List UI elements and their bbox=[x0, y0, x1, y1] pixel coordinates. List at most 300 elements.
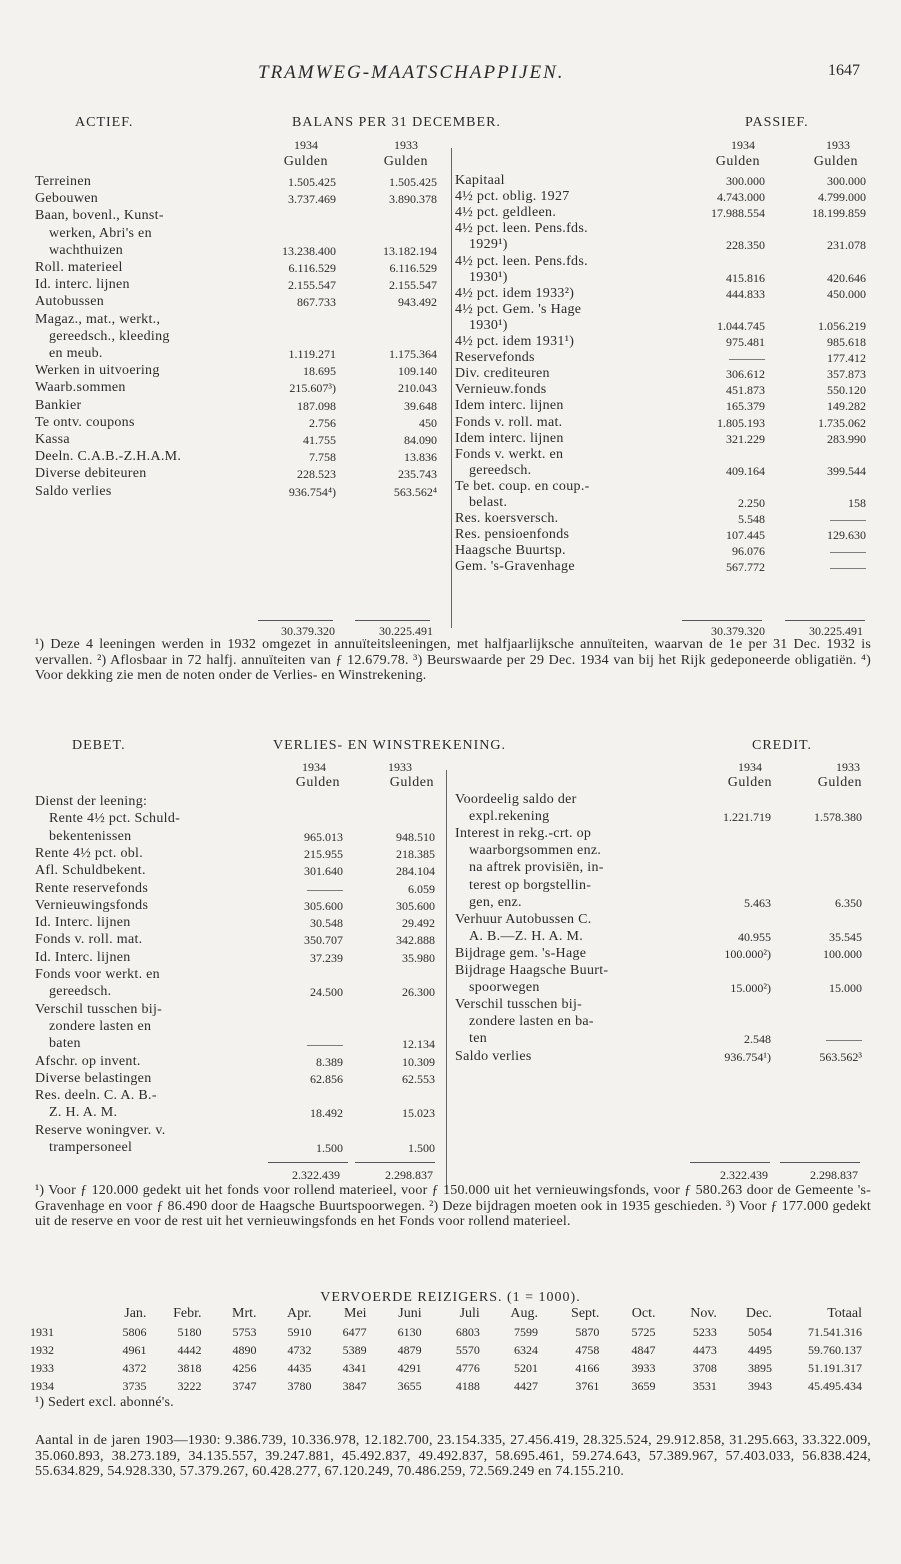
entry-label: Bijdrage gem. 's-Hage bbox=[455, 945, 587, 961]
entry-label: Vernieuw.fonds bbox=[455, 382, 547, 398]
entry-label: Rente reservefonds bbox=[35, 880, 149, 896]
table-row bbox=[30, 1341, 862, 1359]
entry-amount-1934: 2.548 bbox=[744, 1032, 771, 1047]
entry-amount-1934: 350.707 bbox=[304, 933, 343, 948]
entry-amount-1934: 409.164 bbox=[726, 463, 765, 478]
entry-label: Voordeelig saldo der bbox=[455, 792, 577, 807]
table-cell: 3943 bbox=[747, 1378, 772, 1393]
column-header: Apr. bbox=[287, 1306, 312, 1321]
entry-amount-1934: 37.239 bbox=[310, 950, 343, 965]
entry-label: Saldo verlies bbox=[35, 483, 112, 499]
entry-amount-1933: 420.646 bbox=[827, 270, 866, 285]
entry-amount-1933: 10.309 bbox=[402, 1054, 435, 1069]
entry-amount-1934: 936.754¹) bbox=[724, 1049, 771, 1064]
entry-amount-1934: 5.463 bbox=[744, 895, 771, 910]
total-rule bbox=[785, 620, 865, 621]
table-cell: 71.541.316 bbox=[808, 1324, 862, 1339]
entry-label: Vernieuwingsfonds bbox=[35, 897, 149, 913]
credit-total-1934: 2.322.439 bbox=[720, 1168, 768, 1182]
entry-amount-1933: 283.990 bbox=[827, 431, 866, 446]
year-head: 1933 bbox=[836, 760, 860, 774]
table-cell: 3780 bbox=[287, 1378, 312, 1393]
entry-label: Kapitaal bbox=[455, 173, 505, 188]
entry-amount-1934: 321.229 bbox=[726, 431, 765, 446]
table-cell: 4890 bbox=[232, 1342, 257, 1357]
table-cell: 4256 bbox=[232, 1360, 257, 1375]
entry-label: Terreinen bbox=[35, 174, 92, 189]
table-cell: 1933 bbox=[30, 1360, 54, 1375]
table-cell: 4847 bbox=[631, 1342, 656, 1357]
table-cell: 4341 bbox=[342, 1360, 367, 1375]
entry-amount-1934: 228.350 bbox=[726, 238, 765, 253]
entry-amount-1934: 30.548 bbox=[310, 916, 343, 931]
entry-amount-1934: 1.805.193 bbox=[717, 415, 765, 430]
year-head: 1934 bbox=[302, 760, 326, 774]
entry-label: Haagsche Buurtsp. bbox=[455, 543, 566, 559]
entry-amount-1933: 4.799.000 bbox=[818, 190, 866, 205]
column-divider bbox=[451, 148, 452, 628]
debet-total-1934: 2.322.439 bbox=[292, 1168, 340, 1182]
credit-total-1933: 2.298.837 bbox=[810, 1168, 858, 1182]
entry-label: zondere lasten en bbox=[49, 1018, 152, 1034]
entry-amount-1934: 18.695 bbox=[303, 364, 336, 379]
column-header: Jan. bbox=[124, 1306, 147, 1321]
table-cell: 1934 bbox=[30, 1378, 54, 1393]
unit-head: Gulden bbox=[295, 775, 340, 790]
entry-label: Dienst der leening: bbox=[35, 794, 148, 809]
balans-footnote: ¹) Deze 4 leeningen werden in 1932 omgezet in annuïteitsleeningen, met halfjaarlijksche annuïteiten, waarvan de 1e per 31 Dec. 1932 is vervallen. ²) Aflosbaar in 72 halfj. annuïteiten van ƒ 12.679.78. ³) Beurswaarde per 29 Dec. 1934 van bij het Rijk gedeponeerde obligatiën. ⁴) Voor dekking zie men de noten onder de Verlies- en Winstrekening. bbox=[35, 637, 871, 684]
entry-label: 1929¹) bbox=[469, 237, 508, 253]
table-cell: 5910 bbox=[287, 1324, 312, 1339]
entry-label: baten bbox=[49, 1036, 81, 1052]
entry-amount-1934: 5.548 bbox=[738, 512, 765, 527]
entry-amount-1933: 450 bbox=[419, 415, 437, 430]
entry-label: Reserve woningver. v. bbox=[35, 1122, 166, 1138]
balans-title: BALANS PER 31 DECEMBER. bbox=[292, 115, 501, 130]
entry-label: Magaz., mat., werkt., bbox=[35, 311, 161, 327]
table-cell: 5180 bbox=[177, 1324, 202, 1339]
table-cell: 3818 bbox=[177, 1360, 202, 1375]
entry-amount-1934: 3.737.469 bbox=[288, 192, 336, 207]
entry-label: Werken in uitvoering bbox=[35, 363, 160, 379]
entry-label: gen, enz. bbox=[469, 894, 522, 910]
entry-label: Roll. materieel bbox=[35, 260, 123, 275]
entry-label: terest op borgstellin- bbox=[469, 877, 592, 893]
column-header: Juni bbox=[398, 1306, 422, 1321]
table-cell: 1931 bbox=[30, 1324, 54, 1339]
table-cell: 4166 bbox=[575, 1360, 600, 1375]
column-divider bbox=[446, 770, 447, 1190]
entry-label: Bankier bbox=[35, 397, 82, 413]
column-header: Oct. bbox=[631, 1306, 656, 1321]
table-cell: 4442 bbox=[177, 1342, 202, 1357]
entry-amount-1934: 300.000 bbox=[726, 174, 765, 188]
entry-label: Te ontv. coupons bbox=[35, 414, 135, 430]
total-rule bbox=[355, 1162, 435, 1163]
entry-amount-1934: 305.600 bbox=[304, 898, 343, 913]
entry-amount-1933: 129.630 bbox=[827, 528, 866, 543]
entry-label: Res. pensioenfonds bbox=[455, 527, 570, 543]
entry-label: 4½ pct. Gem. 's Hage bbox=[455, 301, 582, 317]
table-cell: 3655 bbox=[397, 1378, 422, 1393]
column-header bbox=[30, 1305, 88, 1323]
entry-label: Id. Interc. lijnen bbox=[35, 915, 131, 931]
entry-amount-1933: 13.182.194 bbox=[383, 243, 437, 258]
actief-total-1933: 30.225.491 bbox=[379, 624, 433, 638]
entry-amount-1933: 563.562³ bbox=[819, 1049, 862, 1064]
table-cell: 5725 bbox=[631, 1324, 656, 1339]
passief-total-1933: 30.225.491 bbox=[809, 624, 863, 638]
entry-label: Afschr. op invent. bbox=[35, 1053, 141, 1069]
entry-label: Verhuur Autobussen C. bbox=[455, 911, 592, 927]
table-cell: 4961 bbox=[122, 1342, 147, 1357]
entry-label: bekentenissen bbox=[49, 828, 132, 844]
table-cell: 3847 bbox=[342, 1378, 367, 1393]
entry-amount-1934: 2.756 bbox=[309, 415, 336, 430]
entry-label: Id. interc. lijnen bbox=[35, 277, 130, 293]
table-cell: 5870 bbox=[575, 1324, 600, 1339]
entry-amount-1933: 39.648 bbox=[404, 398, 437, 413]
entry-amount-1933: 35.980 bbox=[402, 950, 435, 965]
entry-amount-1933: 6.350 bbox=[835, 895, 862, 910]
entry-amount-1933: 6.059 bbox=[408, 881, 435, 896]
table-cell: 4435 bbox=[287, 1360, 312, 1375]
year-head: 1933 bbox=[394, 138, 418, 152]
entry-label: Interest in rekg.-crt. op bbox=[455, 826, 592, 842]
entry-amount-1933: 35.545 bbox=[829, 929, 862, 944]
balans-header bbox=[0, 115, 901, 135]
table-row bbox=[30, 1359, 862, 1377]
entry-label: Autobussen bbox=[35, 294, 105, 310]
entry-amount-1933: 1.056.219 bbox=[818, 318, 866, 333]
entry-amount-1934: 1.500 bbox=[316, 1141, 343, 1155]
entry-label: 1930¹) bbox=[469, 317, 508, 333]
table-cell: 1932 bbox=[30, 1342, 54, 1357]
verlies-header bbox=[0, 738, 901, 758]
entry-amount-1933: 450.000 bbox=[827, 286, 866, 301]
unit-head: Gulden bbox=[283, 154, 328, 169]
entry-label: 4½ pct. idem 1933²) bbox=[455, 285, 575, 301]
entry-amount-1934: 24.500 bbox=[310, 985, 343, 1000]
table-cell: 3747 bbox=[232, 1378, 257, 1393]
column-header: Totaal bbox=[827, 1306, 862, 1321]
entry-amount-1933: ——— bbox=[830, 560, 866, 575]
table-cell: 4495 bbox=[747, 1342, 772, 1357]
entry-label: Fonds v. werkt. en bbox=[455, 446, 564, 462]
entry-amount-1933: 1.505.425 bbox=[389, 175, 437, 189]
column-header: Juli bbox=[459, 1306, 480, 1321]
entry-amount-1933: 300.000 bbox=[827, 174, 866, 188]
entry-amount-1934: 7.758 bbox=[309, 450, 336, 465]
entry-label: Fonds voor werkt. en bbox=[35, 967, 160, 982]
entry-amount-1933: 305.600 bbox=[396, 898, 435, 913]
entry-amount-1934: 2.155.547 bbox=[288, 278, 336, 293]
entry-label: na aftrek provisiën, in- bbox=[469, 860, 604, 876]
verlies-footnote: ¹) Voor ƒ 120.000 gedekt uit het fonds voor rollend materieel, voor ƒ 150.000 uit het vernieuwingsfonds, voor ƒ 580.263 door de Gemeente 's-Gravenhage en voor ƒ 86.490 door de Haagsche Buurtspoorwegen. ²) Deze bijdragen moeten ook in 1935 geschieden. ³) Voor ƒ 177.000 gedekt uit de reserve en voor de rest uit het vernieuwingsfonds en het Fonds voor rollend materieel. bbox=[35, 1183, 871, 1230]
table-row bbox=[30, 1323, 862, 1341]
entry-amount-1934: 228.523 bbox=[297, 467, 336, 482]
total-rule bbox=[268, 1162, 348, 1163]
entry-amount-1934: 187.098 bbox=[297, 398, 336, 413]
table-cell: 7599 bbox=[514, 1324, 539, 1339]
entry-label: ten bbox=[469, 1031, 488, 1047]
table-cell: 6477 bbox=[342, 1324, 367, 1339]
table-cell: 3659 bbox=[631, 1378, 656, 1393]
table-cell: 4473 bbox=[692, 1342, 717, 1357]
entry-amount-1934: 4.743.000 bbox=[717, 190, 765, 205]
unit-head: Gulden bbox=[817, 775, 862, 790]
table-cell: 3933 bbox=[631, 1360, 656, 1375]
entry-amount-1933: 399.544 bbox=[827, 463, 866, 478]
entry-amount-1933: 231.078 bbox=[827, 238, 866, 253]
entry-amount-1934: 13.238.400 bbox=[282, 243, 336, 258]
entry-label: Div. crediteuren bbox=[455, 366, 550, 382]
passief-total-1934: 30.379.320 bbox=[711, 624, 765, 638]
entry-amount-1934: 17.988.554 bbox=[711, 206, 765, 221]
entry-amount-1934: 41.755 bbox=[303, 433, 336, 447]
debet-total-1933: 2.298.837 bbox=[385, 1168, 433, 1182]
entry-amount-1934: 1.044.745 bbox=[717, 318, 765, 333]
entry-label: Saldo verlies bbox=[455, 1048, 532, 1064]
entry-amount-1933: 1.735.062 bbox=[818, 415, 866, 430]
table-cell: 3761 bbox=[575, 1378, 600, 1393]
table-cell: 3222 bbox=[177, 1378, 202, 1393]
table-cell: 6803 bbox=[455, 1324, 480, 1339]
entry-label: 4½ pct. oblig. 1927 bbox=[455, 189, 570, 205]
credit-label: CREDIT. bbox=[752, 738, 813, 753]
table-cell: 5201 bbox=[514, 1360, 539, 1375]
entry-label: gereedsch. bbox=[49, 984, 112, 1000]
page-number: 1647 bbox=[828, 62, 860, 79]
table-cell: 4758 bbox=[575, 1342, 600, 1357]
actief-label: ACTIEF. bbox=[75, 115, 134, 130]
entry-amount-1933: ——— bbox=[830, 512, 866, 527]
column-header: Febr. bbox=[173, 1306, 202, 1321]
entry-amount-1934: 1.505.425 bbox=[288, 175, 336, 189]
table-cell: 3895 bbox=[747, 1360, 772, 1375]
table-cell: 4776 bbox=[455, 1360, 480, 1375]
table-cell: 3735 bbox=[122, 1378, 147, 1393]
entry-label: Waarb.sommen bbox=[35, 380, 126, 396]
entry-amount-1933: 177.412 bbox=[827, 351, 866, 366]
entry-amount-1934: 215.955 bbox=[304, 846, 343, 861]
year-head: 1933 bbox=[826, 138, 850, 152]
entry-amount-1934: ——— bbox=[729, 351, 765, 366]
table-cell: 3708 bbox=[692, 1360, 717, 1375]
entry-amount-1933: 235.743 bbox=[398, 467, 437, 482]
entry-amount-1934: 96.076 bbox=[732, 544, 765, 559]
entry-amount-1934: 165.379 bbox=[726, 399, 765, 414]
entry-amount-1933: 3.890.378 bbox=[389, 192, 437, 207]
entry-label: expl.rekening bbox=[469, 809, 550, 825]
entry-amount-1934: 18.492 bbox=[310, 1106, 343, 1121]
entry-amount-1933: 563.562⁴ bbox=[393, 484, 437, 499]
table-cell: 51.191.317 bbox=[808, 1360, 862, 1375]
entry-amount-1933: 342.888 bbox=[396, 933, 435, 948]
entry-amount-1933: 1.500 bbox=[408, 1141, 435, 1155]
year-head: 1934 bbox=[738, 760, 762, 774]
table-cell: 4879 bbox=[397, 1342, 422, 1357]
entry-amount-1933: 948.510 bbox=[396, 829, 435, 844]
entry-amount-1934: 1.119.271 bbox=[288, 347, 336, 361]
entry-label: spoorwegen bbox=[469, 980, 540, 996]
entry-label: Res. koersversch. bbox=[455, 511, 559, 527]
entry-amount-1933: 109.140 bbox=[398, 364, 437, 379]
entry-amount-1933: 2.155.547 bbox=[389, 278, 437, 293]
column-header: Dec. bbox=[745, 1306, 772, 1321]
table-cell: 5389 bbox=[342, 1342, 367, 1357]
year-head: 1934 bbox=[731, 138, 755, 152]
entry-amount-1933: 550.120 bbox=[827, 383, 866, 398]
total-rule bbox=[682, 620, 762, 621]
entry-label: Verschil tusschen bij- bbox=[35, 1001, 163, 1017]
entry-label: wachthuizen bbox=[49, 242, 124, 258]
entry-amount-1933: 943.492 bbox=[398, 295, 437, 310]
entry-label: Kassa bbox=[35, 432, 70, 447]
column-header: Aug. bbox=[510, 1306, 539, 1321]
entry-label: gereedsch., kleeding bbox=[49, 328, 170, 344]
entry-amount-1934: 451.873 bbox=[726, 383, 765, 398]
table-cell: 6324 bbox=[514, 1342, 539, 1357]
entry-label: 4½ pct. idem 1931¹) bbox=[455, 334, 575, 349]
unit-head: Gulden bbox=[389, 775, 434, 790]
entry-amount-1934: 867.733 bbox=[297, 295, 336, 310]
entry-amount-1934: 444.833 bbox=[726, 286, 765, 301]
column-header: Nov. bbox=[690, 1306, 717, 1321]
table-cell: 6130 bbox=[397, 1324, 422, 1339]
entry-label: Id. Interc. lijnen bbox=[35, 949, 131, 965]
entry-label: zondere lasten en ba- bbox=[469, 1014, 594, 1030]
entry-label: werken, Abri's en bbox=[49, 225, 152, 241]
entry-amount-1933: 15.000 bbox=[829, 981, 862, 996]
entry-amount-1933: 158 bbox=[848, 496, 866, 510]
entry-amount-1933: 1.175.364 bbox=[389, 347, 437, 361]
table-cell: 3531 bbox=[692, 1378, 717, 1393]
total-rule bbox=[780, 1162, 860, 1163]
entry-amount-1933: 210.043 bbox=[398, 381, 437, 396]
table-cell: 4291 bbox=[397, 1360, 422, 1375]
table-cell: 4427 bbox=[514, 1378, 539, 1393]
unit-head: Gulden bbox=[813, 154, 858, 169]
entry-amount-1933: 218.385 bbox=[396, 846, 435, 861]
entry-amount-1934: 965.013 bbox=[304, 829, 343, 844]
entry-amount-1934: 306.612 bbox=[726, 367, 765, 382]
table-cell: 5806 bbox=[122, 1324, 147, 1339]
entry-amount-1933: ——— bbox=[830, 544, 866, 559]
table-cell: 5233 bbox=[692, 1324, 717, 1339]
unit-head: Gulden bbox=[715, 154, 760, 169]
entry-label: Gem. 's-Gravenhage bbox=[455, 559, 575, 575]
entry-amount-1934: 100.000²) bbox=[724, 946, 771, 961]
table-cell: 59.760.137 bbox=[808, 1342, 862, 1357]
total-rule bbox=[355, 620, 430, 621]
table-header-row bbox=[30, 1305, 862, 1323]
entry-label: 4½ pct. leen. Pens.fds. bbox=[455, 221, 588, 237]
entry-amount-1934: ——— bbox=[307, 881, 343, 896]
entry-label: Res. deeln. C. A. B.- bbox=[35, 1088, 157, 1104]
entry-amount-1934: 8.389 bbox=[316, 1054, 343, 1069]
column-header: Sept. bbox=[571, 1306, 600, 1321]
entry-amount-1933: 357.873 bbox=[827, 367, 866, 382]
entry-amount-1933: 6.116.529 bbox=[389, 261, 437, 275]
entry-label: 1930¹) bbox=[469, 269, 508, 285]
table-cell: 4188 bbox=[455, 1378, 480, 1393]
entry-amount-1933: 985.618 bbox=[827, 335, 866, 349]
entry-label: Fonds v. roll. mat. bbox=[35, 932, 143, 948]
actief-total-1934: 30.379.320 bbox=[281, 624, 335, 638]
entry-amount-1933: 1.578.380 bbox=[814, 810, 862, 825]
entry-label: Deeln. C.A.B.-Z.H.A.M. bbox=[35, 449, 182, 465]
total-rule bbox=[690, 1162, 770, 1163]
table-cell: 4732 bbox=[287, 1342, 312, 1357]
entry-label: Idem interc. lijnen bbox=[455, 398, 564, 414]
entry-amount-1933: 13.836 bbox=[404, 450, 437, 465]
entry-amount-1933: ——— bbox=[826, 1032, 862, 1047]
reizigers-table bbox=[30, 1305, 862, 1395]
entry-amount-1934: 15.000²) bbox=[730, 981, 771, 996]
year-head: 1934 bbox=[294, 138, 318, 152]
entry-amount-1934: 1.221.719 bbox=[723, 810, 771, 825]
entry-label: belast. bbox=[469, 495, 508, 510]
entry-label: Fonds v. roll. mat. bbox=[455, 414, 563, 430]
entry-label: Idem interc. lijnen bbox=[455, 430, 564, 446]
entry-label: A. B.—Z. H. A. M. bbox=[469, 928, 583, 944]
entry-amount-1934: 6.116.529 bbox=[288, 261, 336, 275]
column-header: Mrt. bbox=[232, 1306, 257, 1321]
total-rule bbox=[258, 620, 333, 621]
reizigers-footnote: ¹) Sedert excl. abonné's. bbox=[35, 1395, 174, 1410]
entry-label: gereedsch. bbox=[469, 462, 532, 478]
unit-head: Gulden bbox=[383, 154, 428, 169]
entry-label: Verschil tusschen bij- bbox=[455, 997, 583, 1013]
table-row bbox=[30, 1377, 862, 1395]
table-cell: 5753 bbox=[232, 1324, 257, 1339]
entry-label: Afl. Schuldbekent. bbox=[35, 863, 146, 879]
entry-amount-1934: 975.481 bbox=[726, 335, 765, 349]
table-cell: 5054 bbox=[747, 1324, 772, 1339]
passief-label: PASSIEF. bbox=[745, 115, 809, 130]
entry-amount-1934: 936.754⁴) bbox=[288, 484, 336, 499]
entry-amount-1934: 62.856 bbox=[310, 1071, 343, 1086]
entry-label: Te bet. coup. en coup.- bbox=[455, 478, 590, 494]
entry-amount-1933: 26.300 bbox=[402, 985, 435, 1000]
year-head: 1933 bbox=[388, 760, 412, 774]
entry-label: en meub. bbox=[49, 346, 103, 361]
entry-label: Diverse belastingen bbox=[35, 1070, 152, 1086]
entry-label: Gebouwen bbox=[35, 191, 99, 207]
entry-amount-1933: 15.023 bbox=[402, 1106, 435, 1121]
table-cell: 5570 bbox=[455, 1342, 480, 1357]
entry-label: trampersoneel bbox=[49, 1140, 133, 1155]
entry-amount-1933: 18.199.859 bbox=[812, 206, 866, 221]
column-header: Mei bbox=[344, 1306, 367, 1321]
running-title: TRAMWEG-MAATSCHAPPIJEN. bbox=[258, 62, 565, 83]
debet-label: DEBET. bbox=[72, 738, 126, 753]
reizigers-title: VERVOERDE REIZIGERS. (1 = 1000). bbox=[320, 1290, 581, 1305]
entry-label: Reservefonds bbox=[455, 350, 535, 366]
entry-amount-1934: 301.640 bbox=[304, 864, 343, 879]
entry-amount-1934: 215.607³) bbox=[289, 381, 336, 396]
entry-amount-1934: 415.816 bbox=[726, 270, 765, 285]
table-cell: 4372 bbox=[122, 1360, 147, 1375]
reizigers-aantal: Aantal in de jaren 1903—1930: 9.386.739, 10.336.978, 12.182.700, 23.154.335, 27.456.419, 28.325.524, 29.912.858, 31.295.663, 33.322.009, 35.060.893, 38.273.189, 34.135.557, 39.247.881, 45.492.837, 49.492.837, 58.695.461, 59.274.643, 57.389.967, 57.403.033, 56.838.424, 55.634.829, 54.928.330, 57.379.267, 60.428.277, 67.120.249, 70.486.259, 72.569.249 en 74.155.210. bbox=[35, 1433, 871, 1480]
entry-label: Diverse debiteuren bbox=[35, 466, 147, 482]
entry-amount-1934: 567.772 bbox=[726, 560, 765, 575]
table-cell: 45.495.434 bbox=[808, 1378, 862, 1393]
entry-amount-1933: 62.553 bbox=[402, 1071, 435, 1086]
entry-amount-1933: 84.090 bbox=[404, 433, 437, 447]
entry-label: Rente 4½ pct. Schuld- bbox=[49, 811, 181, 827]
